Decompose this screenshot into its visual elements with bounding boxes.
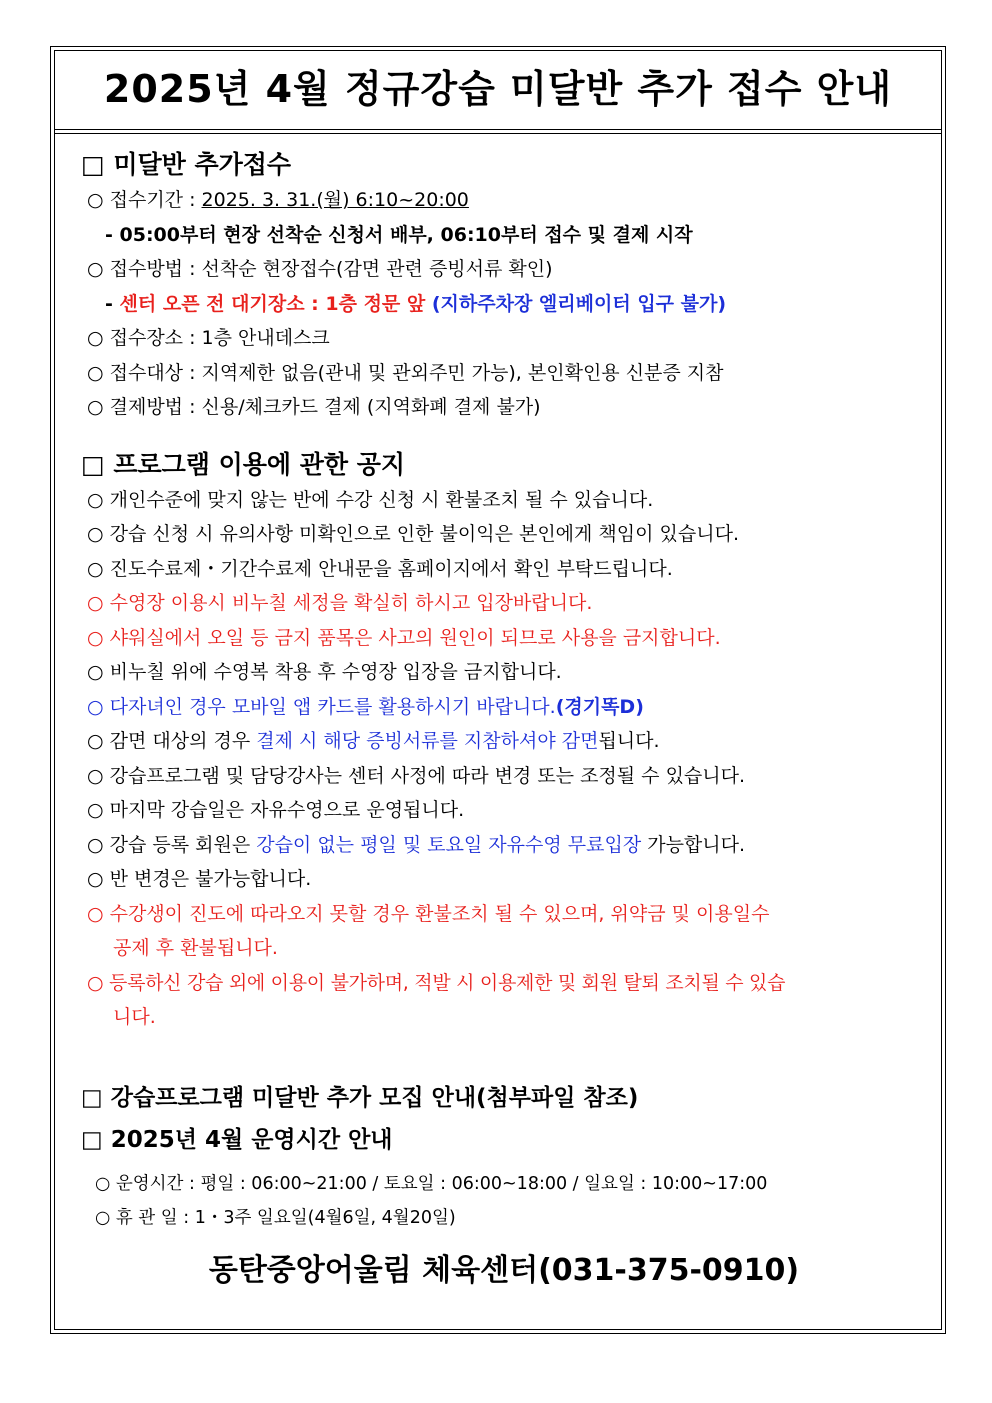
notice-item-10: ○ 마지막 강습일은 자유수영으로 운영됩니다. [87, 799, 465, 821]
notice-item-7-app: (경기똑D) [555, 695, 644, 718]
registration-period [81, 183, 927, 218]
notice-item-11-c: 가능합니다. [641, 833, 746, 856]
section-heading-operating-hours: □ 2025년 4월 운영시간 안내 [81, 1126, 393, 1153]
closed-days: ○ 휴 관 일 : 1・3주 일요일(4월6일, 4월20일) [95, 1207, 456, 1228]
waiting-area [81, 287, 927, 322]
notice-item-11 [81, 828, 927, 863]
notice-item-14: ○ 등록하신 강습 외에 이용이 불가하며, 적발 시 이용제한 및 회원 탈퇴 조치될 수 있습 [87, 971, 786, 994]
notice-content [81, 147, 927, 1293]
notice-item-8-a: ○ 감면 대상의 경우 [87, 730, 257, 752]
notice-item-7 [81, 690, 927, 725]
notice-frame [50, 46, 946, 1334]
waiting-area-location: 센터 오픈 전 대기장소 : 1층 정문 앞 [119, 292, 432, 315]
registration-period-value: 2025. 3. 31.(월) 6:10~20:00 [201, 189, 469, 211]
section-heading-additional-registration: □ 미달반 추가접수 [81, 150, 292, 179]
page-title: 2025년 4월 정규강습 미달반 추가 접수 안내 [103, 67, 893, 111]
notice-inner-frame [54, 50, 942, 1330]
notice-item-13: ○ 수강생이 진도에 따라오지 못할 경우 환불조치 될 수 있으며, 위약금 및 이용일수 [87, 902, 770, 925]
notice-item-7-text: ○ 다자녀인 경우 모바일 앱 카드를 활용하시기 바랍니다. [87, 695, 556, 718]
notice-item-3: ○ 진도수료제・기간수료제 안내문을 홈페이지에서 확인 부탁드립니다. [87, 557, 673, 580]
notice-item-2: ○ 강습 신청 시 유의사항 미확인으로 인한 불이익은 본인에게 책임이 있습니다. [87, 523, 739, 545]
notice-item-12: ○ 반 변경은 불가능합니다. [87, 868, 312, 890]
notice-item-1: ○ 개인수준에 맞지 않는 반에 수강 신청 시 환불조치 될 수 있습니다. [87, 488, 654, 511]
registration-period-note: - 05:00부터 현장 선착순 신청서 배부, 06:10부터 접수 및 결제 시작 [105, 223, 693, 246]
notice-item-8 [81, 724, 927, 759]
notice-item-9: ○ 강습프로그램 및 담당강사는 센터 사정에 따라 변경 또는 조정될 수 있습니다. [87, 764, 746, 787]
registration-period-label: ○ 접수기간 : [87, 189, 202, 211]
waiting-area-exception: (지하주차장 엘리베이터 입구 불가) [431, 292, 727, 315]
registration-target: ○ 접수대상 : 지역제한 없음(관내 및 관외주민 가능), 본인확인용 신분증 지참 [87, 361, 724, 384]
notice-item-8-b: 결제 시 해당 증빙서류를 지참하셔야 감면 [256, 730, 599, 752]
title-box [55, 51, 941, 130]
registration-method: ○ 접수방법 : 선착순 현장접수(감면 관련 증빙서류 확인) [87, 258, 553, 280]
section-heading-program-notice: □ 프로그램 이용에 관한 공지 [81, 449, 406, 479]
section-heading-recruitment: □ 강습프로그램 미달반 추가 모집 안내(첨부파일 참조) [81, 1084, 639, 1111]
payment-method: ○ 결제방법 : 신용/체크카드 결제 (지역화폐 결제 불가) [87, 396, 541, 418]
notice-item-6: ○ 비누칠 위에 수영복 착용 후 수영장 입장을 금지합니다. [87, 661, 562, 683]
notice-item-11-a: ○ 강습 등록 회원은 [87, 833, 257, 856]
notice-item-13-continued: 공제 후 환불됩니다. [113, 937, 278, 959]
title-divider [55, 133, 941, 134]
notice-item-4: ○ 수영장 이용시 비누칠 세정을 확실히 하시고 입장바랍니다. [87, 592, 593, 614]
operating-hours: ○ 운영시간 : 평일 : 06:00~21:00 / 토요일 : 06:00~18:00 / 일요일 : 10:00~17:00 [95, 1173, 768, 1194]
center-contact: 동탄중앙어울림 체육센터(031-375-0910) [208, 1252, 800, 1288]
notice-item-8-c: 됩니다. [598, 730, 660, 752]
notice-item-11-b: 강습이 없는 평일 및 토요일 자유수영 무료입장 [256, 833, 642, 856]
notice-item-14-continued: 니다. [113, 1006, 156, 1028]
notice-item-5: ○ 샤워실에서 오일 등 금지 품목은 사고의 원인이 되므로 사용을 금지합니다. [87, 626, 721, 649]
waiting-area-dash: - [105, 292, 120, 315]
registration-place: ○ 접수장소 : 1층 안내데스크 [87, 327, 330, 349]
